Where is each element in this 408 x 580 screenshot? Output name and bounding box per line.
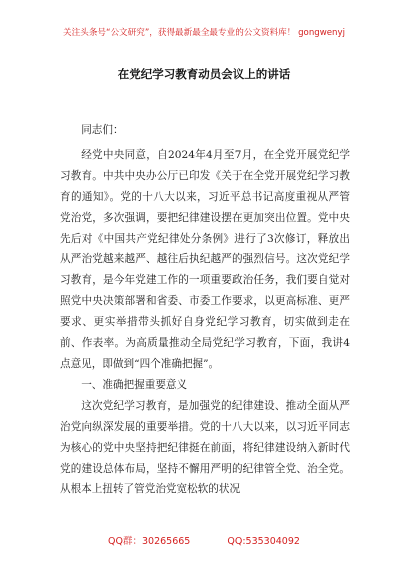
salutation: 同志们： xyxy=(81,124,124,136)
document-body xyxy=(60,120,350,500)
document-title: 在党纪学习教育动员会议上的讲话 xyxy=(117,67,291,81)
section-heading: 一、准确把握重要意义 xyxy=(81,378,188,391)
header-notice: 关注头条号“公文研究”，获得最新最全最专业的公文资料库！ gongwenyj xyxy=(63,28,345,38)
paragraph-intro: 经党中央同意，自2024年4月至7月，在全党开展党纪学习教育。中共中央办公厅已印发《关于在全党开展党纪学习教育的通知》。党的十八大以来，习近平总书记高度重视从严管党治党，多次强调，要把纪律建设摆在更加突出位置。党中央先后对《中国共产党纪律处分条例》进行了3次修订，释放出从严治党越来越严、越往后执纪越严的强烈信号。这次党纪学习教育，是今年党建工作的一项重要政治任务，我们要自觉对照党中央决策部署和省委、市委工作要求，以更高标准、更严要求、更实举措带头抓好自身党纪学习教育，切实做到走在前、作表率。为高质量推动全局党纪学习教育，下面，我讲4点意见，即做到“四个准确把握”。 xyxy=(60,148,350,370)
paragraph-significance: 这次党纪学习教育，是加强党的纪律建设、推动全面从严治党向纵深发展的重要举措。党的十八大以来，以习近平同志为核心的党中央坚持把纪律挺在前面，将纪律建设纳入新时代党的建设总体布局，坚持不懈用严明的纪律管全党、治全党。从根本上扭转了管党治党宽松软的状况 xyxy=(60,399,350,496)
qq-group: QQ群：30265665 xyxy=(108,536,191,547)
qq-number: QQ:535304092 xyxy=(227,536,300,547)
footer-contact xyxy=(0,533,408,547)
